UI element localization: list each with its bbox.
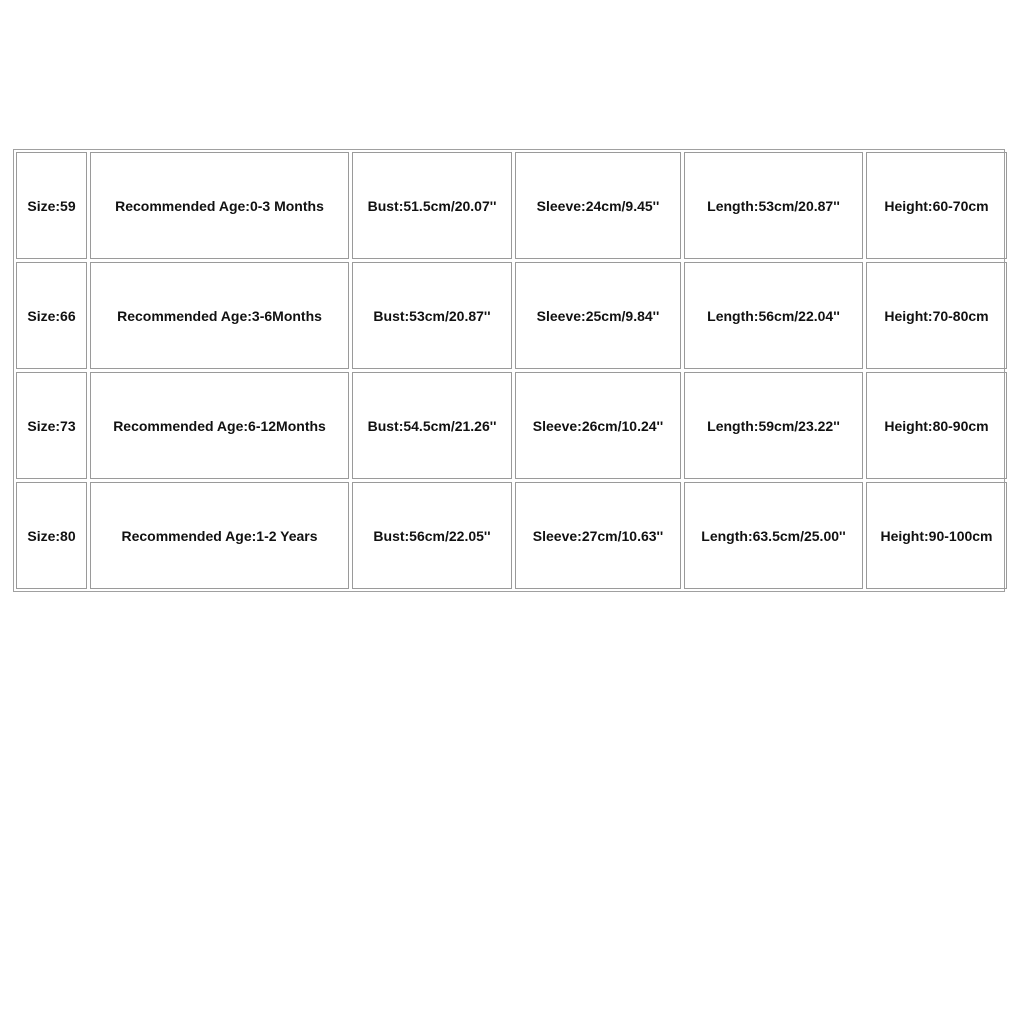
age-cell: Recommended Age:3-6Months — [90, 262, 349, 369]
size-cell: Size:80 — [16, 482, 87, 589]
length-cell: Length:56cm/22.04'' — [684, 262, 863, 369]
size-cell: Size:73 — [16, 372, 87, 479]
sleeve-cell: Sleeve:24cm/9.45'' — [515, 152, 681, 259]
height-cell: Height:80-90cm — [866, 372, 1007, 479]
age-cell: Recommended Age:0-3 Months — [90, 152, 349, 259]
sleeve-cell: Sleeve:26cm/10.24'' — [515, 372, 681, 479]
bust-cell: Bust:54.5cm/21.26'' — [352, 372, 512, 479]
bust-cell: Bust:51.5cm/20.07'' — [352, 152, 512, 259]
sleeve-cell: Sleeve:27cm/10.63'' — [515, 482, 681, 589]
size-cell: Size:66 — [16, 262, 87, 369]
length-cell: Length:59cm/23.22'' — [684, 372, 863, 479]
bust-cell: Bust:53cm/20.87'' — [352, 262, 512, 369]
sleeve-cell: Sleeve:25cm/9.84'' — [515, 262, 681, 369]
bust-cell: Bust:56cm/22.05'' — [352, 482, 512, 589]
length-cell: Length:63.5cm/25.00'' — [684, 482, 863, 589]
age-cell: Recommended Age:6-12Months — [90, 372, 349, 479]
height-cell: Height:90-100cm — [866, 482, 1007, 589]
length-cell: Length:53cm/20.87'' — [684, 152, 863, 259]
height-cell: Height:60-70cm — [866, 152, 1007, 259]
size-cell: Size:59 — [16, 152, 87, 259]
height-cell: Height:70-80cm — [866, 262, 1007, 369]
age-cell: Recommended Age:1-2 Years — [90, 482, 349, 589]
size-chart-table — [13, 149, 1005, 592]
